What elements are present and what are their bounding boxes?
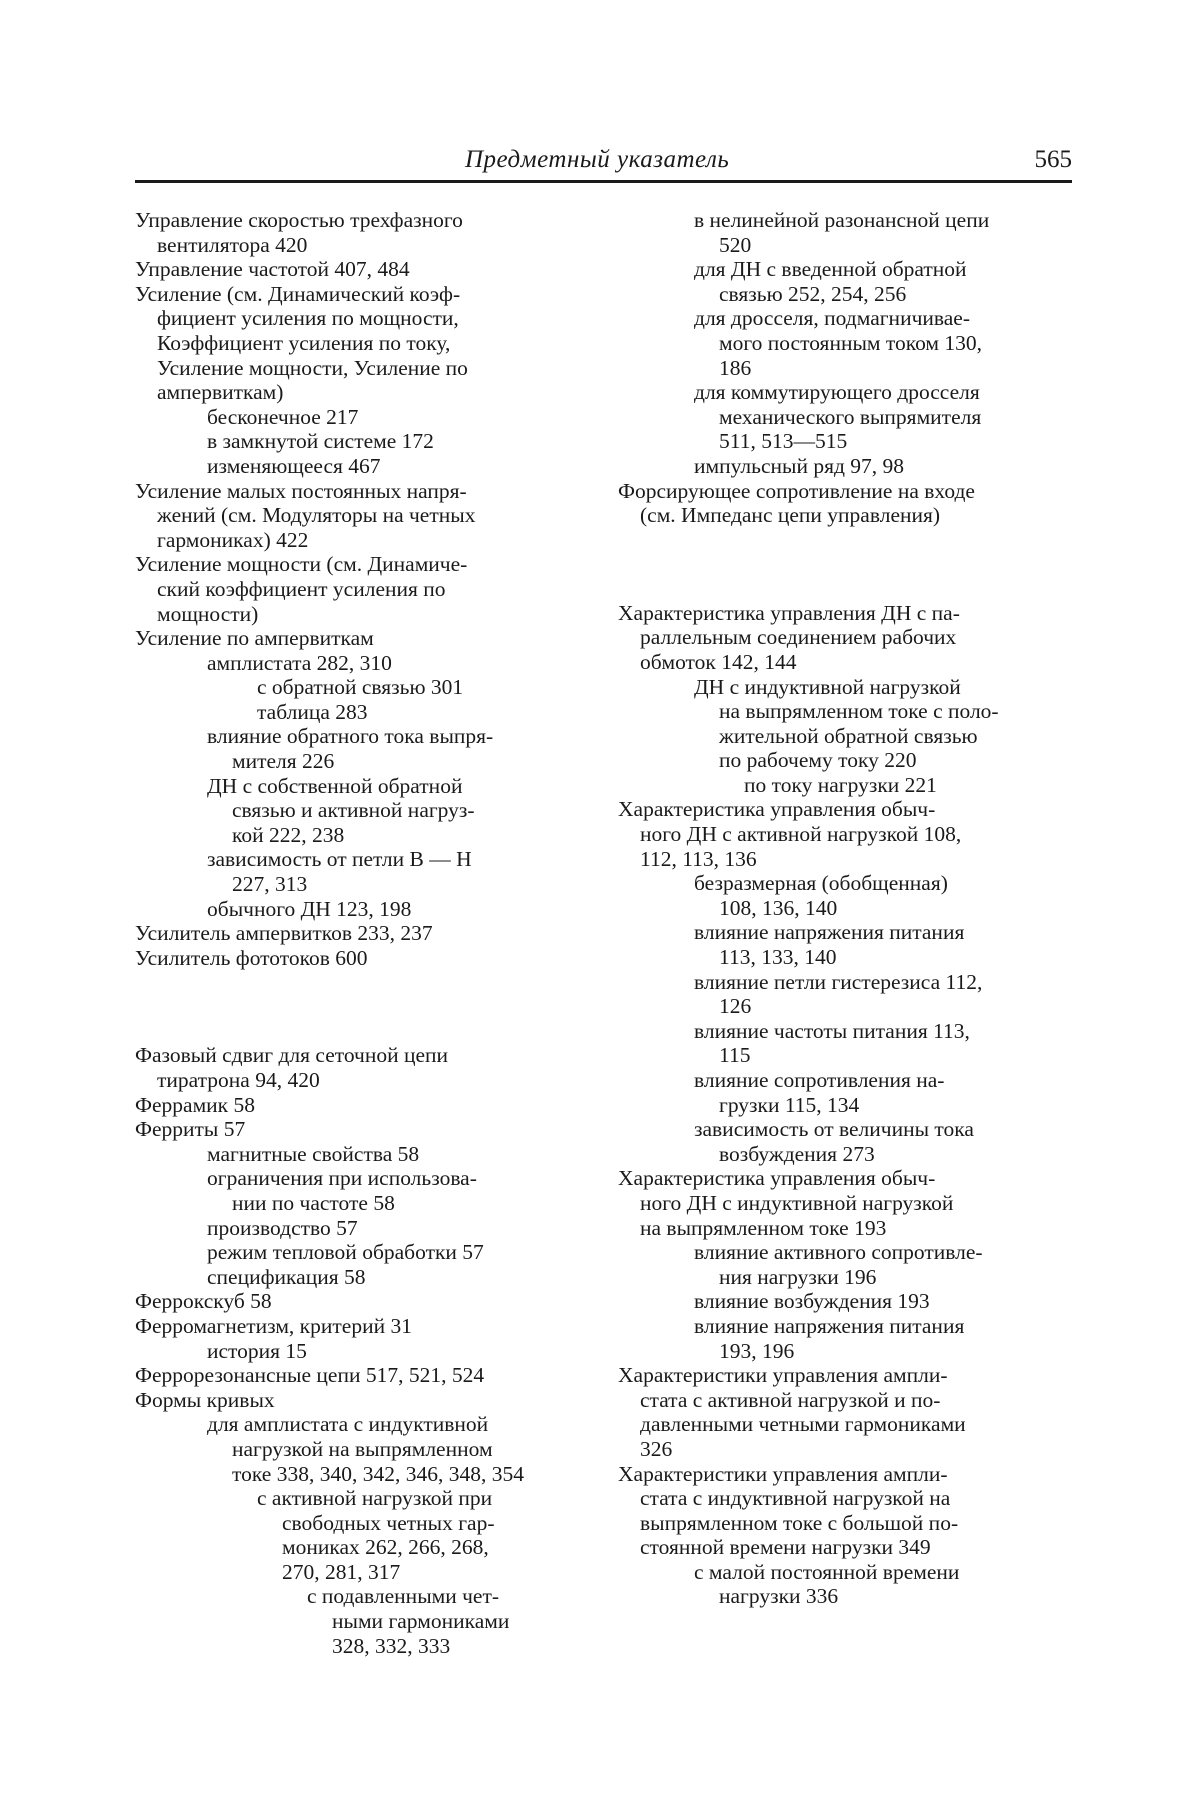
index-entry [618,208,1073,257]
index-line: 227, 313 [232,872,308,897]
index-line: 186 [719,355,752,380]
index-entry [135,651,590,676]
index-line: выпрямленном токе с большой по- [640,1510,959,1535]
index-line: жительной обратной связью [719,723,978,748]
index-line: обмоток 142, 144 [640,649,797,674]
index-entry [135,897,590,922]
index-line: влияние сопротивления на- [694,1068,945,1092]
index-line: 270, 281, 317 [282,1559,401,1584]
index-line: стата с индуктивной нагрузкой на [640,1486,951,1511]
index-entry [135,1166,590,1215]
index-entry [135,429,590,454]
index-entry [135,1117,590,1142]
index-line: 126 [719,994,752,1019]
index-entry [618,1117,1073,1166]
index-line: тиратрона 94, 420 [157,1068,320,1092]
index-line: режим тепловой обработки 57 [207,1240,484,1265]
index-entry [135,479,590,553]
index-line: Ферромагнетизм, критерий 31 [135,1313,412,1338]
index-line: Усиление по ампервиткам [135,626,374,651]
index-entry [618,920,1073,969]
index-line: 113, 133, 140 [719,945,837,970]
index-line: 193, 196 [719,1338,795,1363]
index-entry [135,1363,590,1388]
index-line: мого постоянным током 130, [719,330,983,355]
index-line: влияние напряжения питания [694,920,965,945]
index-line: обычного ДН 123, 198 [207,896,412,921]
page-number: 565 [1034,146,1072,173]
index-line: (см. Импеданс цепи управления) [640,503,941,528]
index-line: раллельным соединением рабочих [640,625,957,650]
index-line: давленными четными гармониками [640,1412,966,1437]
index-line: возбуждения 273 [719,1141,875,1166]
index-line: ДН с индуктивной нагрузкой [694,674,961,699]
index-line: ного ДН с индуктивной нагрузкой [640,1190,954,1215]
index-line: фициент усиления по мощности, [157,306,459,331]
index-line: влияние частоты питания 113, [694,1018,970,1043]
index-line: влияние напряжения питания [694,1313,965,1338]
index-line: мителя 226 [232,749,335,774]
index-line: ными гармониками [332,1609,510,1634]
index-line: 115 [719,1043,751,1068]
index-entry [135,1142,590,1167]
index-line: ампервиткам) [157,380,284,405]
index-entry [618,1240,1073,1289]
index-line: ограничения при использова- [207,1166,477,1191]
index-line: Характеристики управления ампли- [618,1461,948,1486]
index-entry [135,774,590,848]
index-line: 520 [719,232,752,257]
index-line: производство 57 [207,1215,358,1240]
index-entry [618,257,1073,306]
index-entry [618,675,1073,773]
index-line: грузки 115, 134 [719,1092,860,1117]
index-entry [135,1093,590,1118]
index-line: стоянной времени нагрузки 349 [640,1535,931,1560]
index-line: изменяющееся 467 [207,453,381,478]
index-entry [135,847,590,896]
index-line: Усиление малых постоянных напря- [135,478,467,503]
section-gap [618,528,1073,601]
index-entry [135,1314,590,1339]
index-line: гармониках) 422 [157,527,309,552]
index-entry [135,454,590,479]
index-line: кой 222, 238 [232,822,345,847]
index-line: Усиление (см. Динамический коэф- [135,281,461,306]
index-entry [618,1314,1073,1363]
index-line: по току нагрузки 221 [744,772,937,797]
index-entry [618,454,1073,479]
index-entry [618,1019,1073,1068]
index-line: с обратной связью 301 [257,675,464,700]
index-entry [135,1388,590,1413]
index-line: для амплистата с индуктивной [207,1412,489,1437]
index-line: Форсирующее сопротивление на входе [618,478,975,503]
index-entry [135,1240,590,1265]
index-line: на выпрямленном токе с поло- [719,699,999,724]
index-line: влияние возбуждения 193 [694,1289,930,1314]
index-entry [618,773,1073,798]
index-entry [135,405,590,430]
index-line: 108, 136, 140 [719,895,838,920]
index-line: в нелинейной разонансной цепи [694,208,990,232]
index-line: безразмерная (обобщенная) [694,871,948,896]
index-line: для ДН с введенной обратной [694,257,967,282]
index-line: нагрузки 336 [719,1584,839,1609]
index-line: жений (см. Модуляторы на четных [157,503,476,528]
index-line: Усилитель ампервитков 233, 237 [135,921,433,946]
index-line: в замкнутой системе 172 [207,429,434,454]
index-line: с подавленными чет- [307,1584,500,1609]
index-entry [135,946,590,971]
index-line: 326 [640,1436,673,1461]
index-entry [135,626,590,651]
index-line: связью 252, 254, 256 [719,281,907,306]
index-line: амплистата 282, 310 [207,650,392,675]
index-entry [135,257,590,282]
index-entry [135,1216,590,1241]
index-line: Усиление мощности (см. Динамиче- [135,552,468,577]
index-entry [135,1043,590,1092]
section-gap [135,970,590,1043]
index-line: с активной нагрузкой при [257,1486,493,1511]
index-line: магнитные свойства 58 [207,1141,420,1166]
index-line: по рабочему току 220 [719,748,917,773]
index-line: с малой постоянной времени [694,1559,960,1584]
index-line: на выпрямленном токе 193 [640,1215,887,1240]
index-entry [618,871,1073,920]
index-entry [618,1363,1073,1461]
index-line: Ферриты 57 [135,1117,246,1142]
index-line: для дросселя, подмагничивае- [694,306,971,331]
index-line: Характеристика управления обыч- [618,797,936,822]
index-line: ский коэффициент усиления по [157,576,446,601]
index-entry [618,601,1073,675]
index-line: ного ДН с активной нагрузкой 108, [640,822,962,847]
index-line: влияние обратного тока выпря- [207,724,494,749]
index-line: Феррамик 58 [135,1092,256,1117]
index-line: 511, 513—515 [719,429,848,454]
index-line: Усиление мощности, Усиление по [157,355,468,380]
index-entry [618,1462,1073,1560]
index-line: таблица 283 [257,699,368,724]
index-line: влияние петли гистерезиса 112, [694,969,983,994]
index-entry [618,380,1073,454]
index-entry [618,479,1073,528]
index-line: ДН с собственной обратной [207,773,463,798]
index-line: влияние активного сопротивле- [694,1240,983,1265]
index-line: свободных четных гар- [282,1510,495,1535]
index-entry [135,208,590,257]
index-line: зависимость от величины тока [694,1117,974,1142]
index-line: 328, 332, 333 [332,1633,451,1658]
index-line: токе 338, 340, 342, 346, 348, 354 [232,1461,524,1486]
index-line: связью и активной нагруз- [232,798,475,823]
index-line: Управление частотой 407, 484 [135,257,410,282]
index-entry [135,552,590,626]
index-line: вентилятора 420 [157,232,308,257]
index-line: Формы кривых [135,1387,275,1412]
index-line: Феррокскуб 58 [135,1289,272,1314]
index-line: стата с активной нагрузкой и по- [640,1387,941,1412]
index-line: механического выпрямителя [719,404,982,429]
index-line: для коммутирующего дросселя [694,380,980,405]
running-title: Предметный указатель [465,146,730,173]
index-column-left [135,208,590,1658]
index-line: мониках 262, 266, 268, [282,1535,489,1560]
index-line: Фазовый сдвиг для сеточной цепи [135,1043,449,1068]
index-line: бесконечное 217 [207,404,359,429]
index-line: мощности) [157,601,259,626]
index-line: спецификация 58 [207,1264,366,1289]
index-line: Характеристика управления ДН с па- [618,600,960,625]
index-line: нагрузкой на выпрямленном [232,1436,493,1461]
index-entry [618,1289,1073,1314]
index-entry [618,1560,1073,1609]
index-line: Коэффициент усиления по току, [157,330,451,355]
index-line: нии по частоте 58 [232,1190,395,1215]
index-entry [618,1068,1073,1117]
index-entry [618,1166,1073,1240]
index-entry [135,1584,590,1658]
index-column-right [618,208,1073,1609]
index-entry [135,724,590,773]
index-entry [135,700,590,725]
index-line: Усилитель фототоков 600 [135,945,368,970]
index-line: импульсный ряд 97, 98 [694,453,905,478]
index-entry [618,970,1073,1019]
index-line: зависимость от петли B — H [207,847,472,872]
index-entry [135,1412,590,1486]
index-line: ния нагрузки 196 [719,1264,877,1289]
index-entry [135,1289,590,1314]
index-line: Характеристики управления ампли- [618,1363,948,1388]
index-entry [135,1339,590,1364]
index-line: 112, 113, 136 [640,846,757,871]
index-line: Характеристика управления обыч- [618,1166,936,1191]
index-line: Управление скоростью трехфазного [135,208,463,232]
index-entry [618,306,1073,380]
index-entry [135,282,590,405]
header-rule [135,180,1072,183]
index-entry [135,675,590,700]
index-entry [618,797,1073,871]
index-line: Феррорезонансные цепи 517, 521, 524 [135,1363,485,1388]
index-entry [135,1265,590,1290]
index-entry [135,921,590,946]
index-entry [135,1486,590,1584]
index-line: история 15 [207,1338,307,1363]
